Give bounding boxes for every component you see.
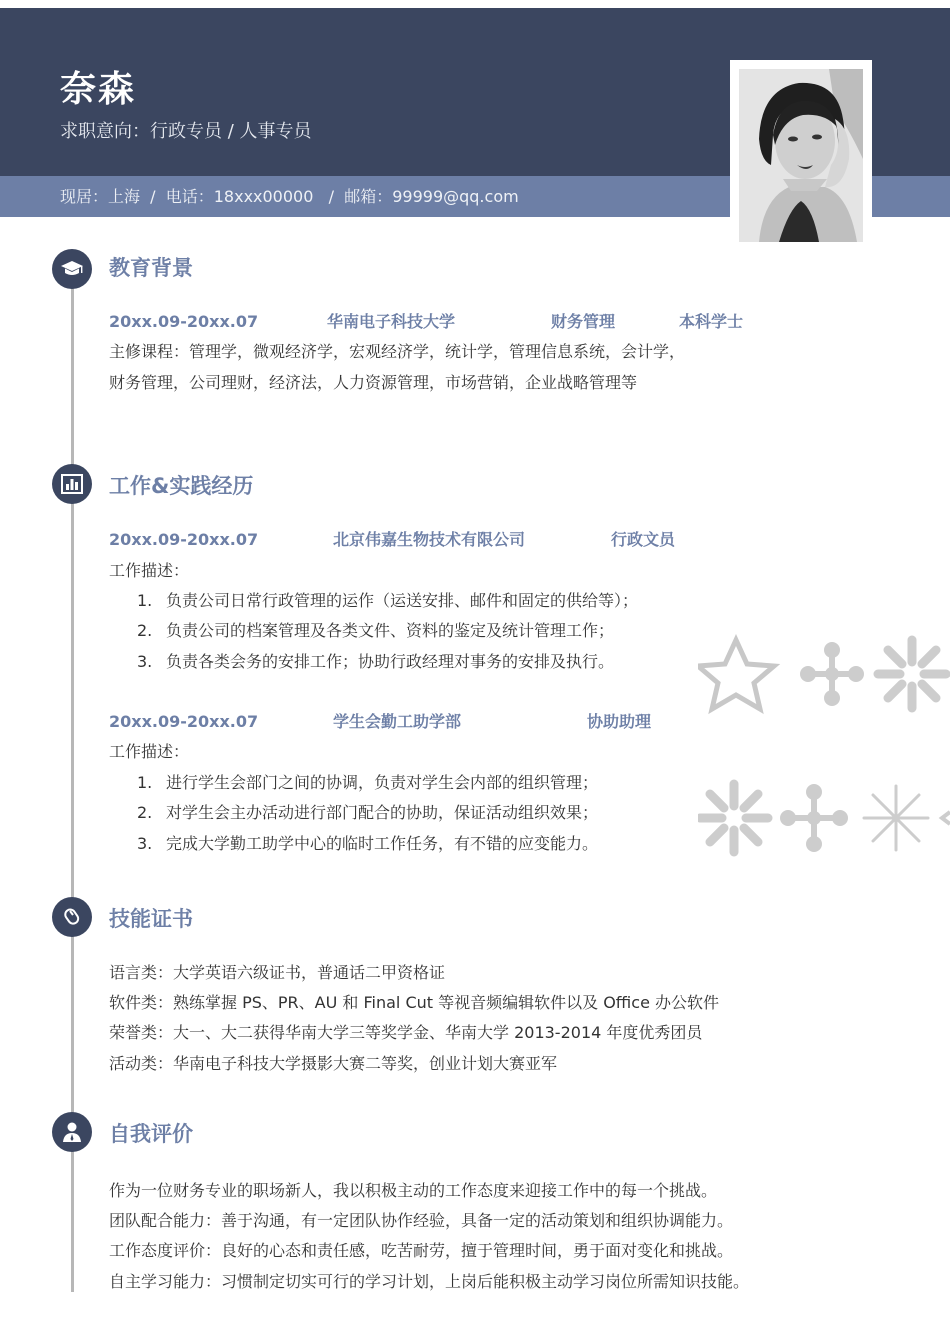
job-1-desc-label: 工作描述：: [109, 561, 190, 580]
job-intention: 求职意向：行政专员 / 人事专员: [60, 121, 312, 142]
job-2-item-1: 进行学生会部门之间的协调，负责对学生会内部的组织管理；: [166, 773, 599, 792]
job-2-date: 20xx.09-20xx.07: [109, 712, 259, 731]
thin-asterisk-icon: [864, 786, 928, 850]
job-1-org: 北京伟嘉生物技术有限公司: [333, 530, 526, 549]
job-2-item-2-num: 2.: [137, 803, 153, 822]
skill-line-software: 软件类：熟练掌握 PS、PR、AU 和 Final Cut 等视音频编辑软件以及 Office 办公软件: [109, 993, 719, 1012]
skill-line-language: 语言类：大学英语六级证书，普通话二甲资格证: [109, 963, 446, 982]
clover-cross-icon-2: [780, 784, 848, 852]
candidate-name: 奈森: [60, 69, 137, 110]
job-2-item-1-num: 1.: [137, 773, 153, 792]
job-1-role: 行政文员: [611, 530, 676, 549]
skill-line-honors: 荣誉类：大一、大二获得华南大学三等奖学金、华南大学 2013-2014 年度优秀团员: [109, 1023, 703, 1042]
section-title-skills: 技能证书: [109, 907, 193, 931]
decorative-symbols: [698, 632, 950, 862]
section-title-work: 工作&实践经历: [109, 474, 254, 498]
person-icon: [52, 1112, 92, 1152]
job-2-role: 协助助理: [587, 712, 652, 731]
self-eval-line-1: 作为一位财务专业的职场新人，我以积极主动的工作态度来迎接工作中的每一个挑战。: [109, 1181, 718, 1200]
section-title-self-eval: 自我评价: [109, 1122, 193, 1146]
job-1-item-1-num: 1.: [137, 591, 153, 610]
courses-line-2: 财务管理，公司理财，经济法，人力资源管理，市场营销，企业战略管理等: [109, 373, 638, 392]
skill-line-activities: 活动类：华南电子科技大学摄影大赛二等奖，创业计划大赛亚军: [109, 1054, 558, 1073]
profile-photo: [739, 69, 863, 242]
star-outline-icon: [698, 640, 774, 709]
asterisk-icon: [878, 640, 946, 708]
courses-line-1: 主修课程：管理学，微观经济学，宏观经济学，统计学，管理信息系统，会计学，: [109, 342, 686, 361]
section-title-education: 教育背景: [109, 256, 193, 280]
job-1-item-2: 负责公司的档案管理及各类文件、资料的鉴定及统计管理工作；: [166, 621, 615, 640]
job-1-item-1: 负责公司日常行政管理的运作（运送安排、邮件和固定的供给等）；: [166, 591, 639, 610]
self-eval-line-4: 自主学习能力：习惯制定切实可行的学习计划，上岗后能积极主动学习岗位所需知识技能。: [109, 1272, 750, 1291]
education-school: 华南电子科技大学: [327, 312, 456, 331]
job-2-org: 学生会勤工助学部: [333, 712, 462, 731]
contact-info: 现居：上海 / 电话：18xxx00000 / 邮箱：99999@qq.com: [60, 187, 519, 206]
clover-cross-icon: [800, 642, 864, 706]
portrait-illustration: [739, 69, 863, 242]
asterisk-icon-2: [700, 784, 768, 852]
job-2-item-3: 完成大学勤工助学中心的临时工作任务，有不错的应变能力。: [166, 834, 599, 853]
self-eval-line-3: 工作态度评价：良好的心态和责任感，吃苦耐劳，擅于管理时间，勇于面对变化和挑战。: [109, 1241, 734, 1260]
job-2-item-2: 对学生会主办活动进行部门配合的协助，保证活动组织效果；: [166, 803, 599, 822]
job-1-item-2-num: 2.: [137, 621, 153, 640]
job-2-item-3-num: 3.: [137, 834, 153, 853]
mouse-hand-icon: [52, 897, 92, 937]
top-margin: [0, 0, 950, 8]
job-1-item-3-num: 3.: [137, 652, 153, 671]
education-major: 财务管理: [551, 312, 616, 331]
partial-star-icon: [942, 812, 950, 824]
self-eval-line-2: 团队配合能力：善于沟通，有一定团队协作经验，具备一定的活动策划和组织协调能力。: [109, 1211, 734, 1230]
bar-chart-icon: [52, 464, 92, 504]
education-date: 20xx.09-20xx.07: [109, 312, 259, 331]
job-1-item-3: 负责各类会务的安排工作；协助行政经理对事务的安排及执行。: [166, 652, 615, 671]
graduation-cap-icon: [52, 249, 92, 289]
job-1-date: 20xx.09-20xx.07: [109, 530, 259, 549]
job-2-desc-label: 工作描述：: [109, 742, 190, 761]
education-degree: 本科学士: [679, 312, 744, 331]
